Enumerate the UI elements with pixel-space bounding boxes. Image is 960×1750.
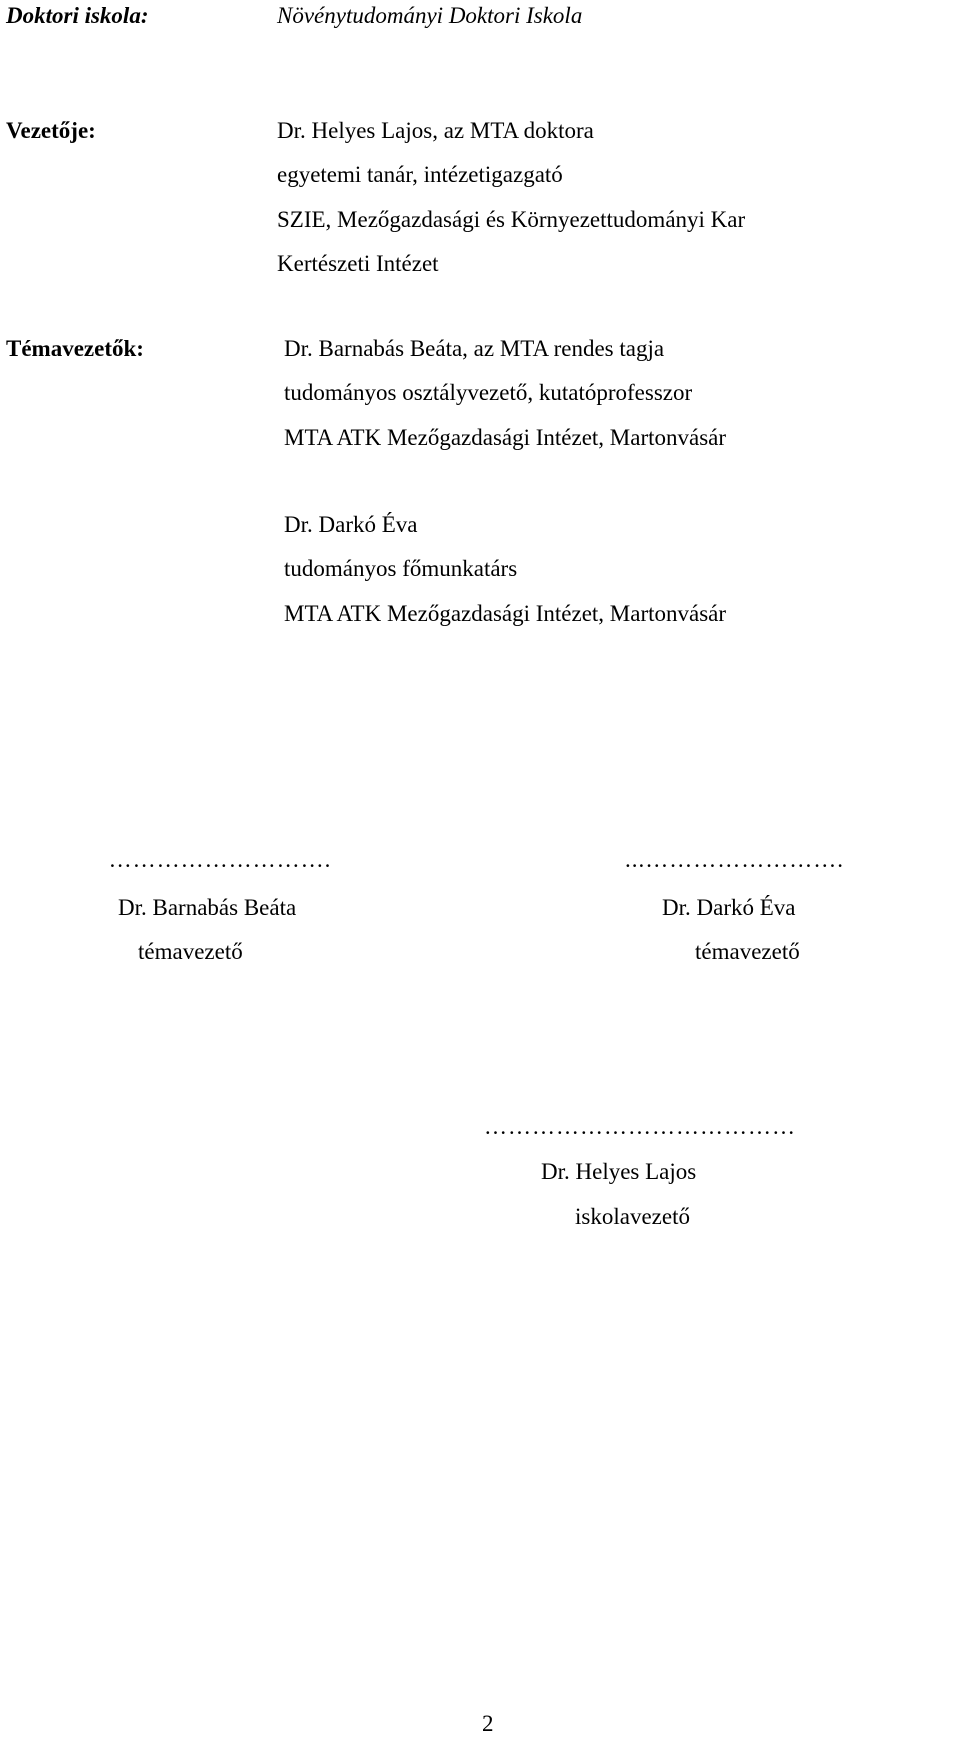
signature-right-line — [625, 848, 844, 871]
signature-bottom-dots: ………………………………… — [484, 1114, 796, 1139]
signature-bottom-role: iskolavezető — [575, 1204, 690, 1229]
head-line-faculty: SZIE, Mezőgazdasági és Környezettudományi Kar — [277, 207, 746, 232]
signature-bottom-name: Dr. Helyes Lajos — [541, 1159, 697, 1184]
signature-left-role: témavezető — [138, 939, 243, 964]
school-name: Növénytudományi Doktori Iskola — [277, 3, 583, 28]
supervisor-1-affiliation: MTA ATK Mezőgazdasági Intézet, Martonvásár — [284, 425, 727, 450]
supervisor-1-title: tudományos osztályvezető, kutatóprofesszor — [284, 380, 693, 405]
signature-left-line: ………………………. — [108, 847, 332, 872]
page-number: 2 — [482, 1711, 494, 1736]
signature-bottom-line — [484, 1115, 796, 1138]
supervisor-2-affiliation: MTA ATK Mezőgazdasági Intézet, Martonvásár — [284, 601, 727, 626]
signature-right-dots: ...……………………. — [625, 847, 844, 872]
head-line-title: egyetemi tanár, intézetigazgató — [277, 162, 563, 187]
supervisor-2-title: tudományos főmunkatárs — [284, 556, 518, 581]
head-label: Vezetője: — [6, 118, 96, 143]
signature-left-block — [70, 848, 370, 871]
supervisor-1-name: Dr. Barnabás Beáta, az MTA rendes tagja — [284, 336, 665, 361]
supervisor-2-name: Dr. Darkó Éva — [284, 512, 418, 537]
signature-right-role: témavezető — [695, 939, 800, 964]
signature-left-name: Dr. Barnabás Beáta — [118, 895, 297, 920]
head-line-institute: Kertészeti Intézet — [277, 251, 439, 276]
signature-right-name: Dr. Darkó Éva — [662, 895, 796, 920]
supervisors-label: Témavezetők: — [6, 336, 144, 361]
head-line-name: Dr. Helyes Lajos, az MTA doktora — [277, 118, 594, 143]
school-label: Doktori iskola: — [6, 3, 149, 28]
